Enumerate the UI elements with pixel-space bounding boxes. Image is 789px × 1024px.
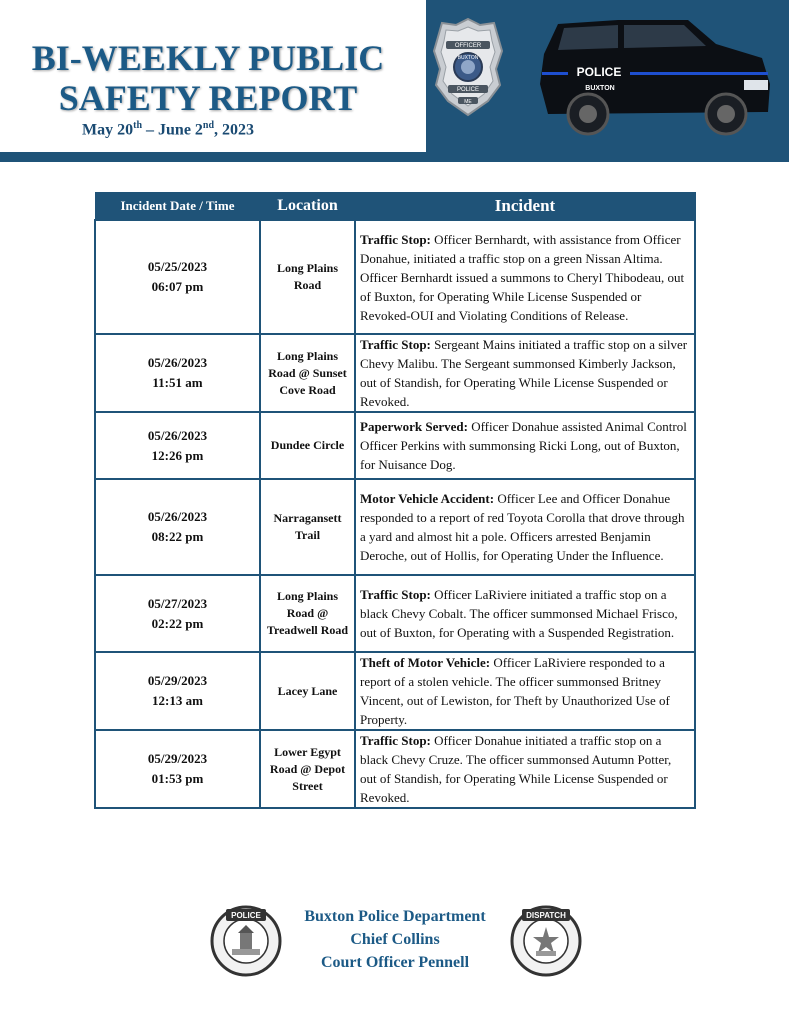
police-car-icon (538, 14, 774, 140)
incident-description: Motor Vehicle Accident: Officer Lee and Officer Donahue responded to a report of red Toyota Corolla that drove through a yard and almost hit a pole. Officers arrested Benjamin Deroche, out of Hollis, for Operating Under the Influence. (355, 479, 695, 575)
incident-description: Paperwork Served: Officer Donahue assisted Animal Control Officer Perkins with summonsing Ricki Long, out of Buxton, for Nuisance Dog. (355, 412, 695, 479)
footer-signature (280, 905, 510, 974)
incident-location: Dundee Circle (260, 412, 355, 479)
title-line-2: SAFETY REPORT (58, 78, 358, 118)
table-row (95, 575, 695, 652)
incident-date-time: 05/29/2023 01:53 pm (95, 730, 260, 808)
incident-date-time: 05/26/2023 11:51 am (95, 334, 260, 412)
table-row (95, 334, 695, 412)
police-badge-icon (432, 17, 504, 117)
incident-location: Lacey Lane (260, 652, 355, 730)
incident-description: Traffic Stop: Sergeant Mains initiated a traffic stop on a silver Chevy Malibu. The Sergeant summonsed Kimberly Jackson, out of Standish, for Operating While License Suspended or Revoked. (355, 334, 695, 412)
col-header-incident: Incident (355, 193, 695, 221)
report-header (0, 0, 789, 162)
seal-left-label: POLICE (231, 911, 261, 920)
table-row (95, 730, 695, 808)
table-header-row (95, 193, 695, 221)
incident-date-time: 05/26/2023 08:22 pm (95, 479, 260, 575)
incident-location: Long Plains Road (260, 220, 355, 334)
table-row (95, 652, 695, 730)
badge-text-top: OFFICER (454, 43, 482, 49)
police-seal-icon (210, 905, 282, 977)
car-text-buxton: BUXTON (585, 85, 615, 92)
header-title-panel (0, 0, 426, 152)
seal-right-label: DISPATCH (526, 911, 566, 920)
footer-department: Buxton Police Department (304, 908, 486, 925)
incident-description: Theft of Motor Vehicle: Officer LaRiviere responded to a report of a stolen vehicle. The officer summonsed Britney Vincent, out of Lewiston, for Theft by Unauthorized Use of Property. (355, 652, 695, 730)
report-title (28, 38, 388, 118)
incident-location: Lower Egypt Road @ Depot Street (260, 730, 355, 808)
incident-description: Traffic Stop: Officer Donahue initiated a traffic stop on a black Chevy Cruze. The officer summonsed Autumn Potter, out of Standish, for Operating While License Suspended or Revoked. (355, 730, 695, 808)
incident-description: Traffic Stop: Officer LaRiviere initiated a traffic stop on a black Chevy Cobalt. The officer summonsed Michael Frisco, out of Buxton, for Operating with a Suspended Registration. (355, 575, 695, 652)
incident-date-time: 05/29/2023 12:13 am (95, 652, 260, 730)
title-line-1: BI-WEEKLY PUBLIC (31, 38, 385, 78)
col-header-date-time: Incident Date / Time (95, 193, 260, 221)
col-header-location: Location (260, 193, 355, 221)
footer-court-officer: Court Officer Pennell (320, 954, 470, 971)
table-row (95, 220, 695, 334)
dispatch-seal-icon (510, 905, 582, 977)
table-row (95, 412, 695, 479)
footer-chief: Chief Collins (350, 931, 440, 948)
incident-date-time: 05/26/2023 12:26 pm (95, 412, 260, 479)
incident-date-time: 05/27/2023 02:22 pm (95, 575, 260, 652)
incident-location: Long Plains Road @ Sunset Cove Road (260, 334, 355, 412)
car-text-police: POLICE (576, 65, 622, 79)
incident-location: Long Plains Road @ Treadwell Road (260, 575, 355, 652)
incident-date-time: 05/25/2023 06:07 pm (95, 220, 260, 334)
table-row (95, 479, 695, 575)
incident-table (94, 192, 696, 809)
badge-text-bottom: POLICE (456, 87, 480, 93)
badge-text-mid: BUXTON (457, 55, 479, 61)
incident-description: Traffic Stop: Officer Bernhardt, with assistance from Officer Donahue, initiated a traffic stop on a green Nissan Altima. Officer Bernhardt issued a summons to Cheryl Thibodeau, out of Buxton, for Operating While License Suspended or Revoked-OUI and Violating Conditions of Release. (355, 220, 695, 334)
incident-location: Narragansett Trail (260, 479, 355, 575)
badge-text-state: ME (464, 99, 472, 105)
report-date-range: May 20th – June 2nd, 2023 (82, 120, 255, 139)
